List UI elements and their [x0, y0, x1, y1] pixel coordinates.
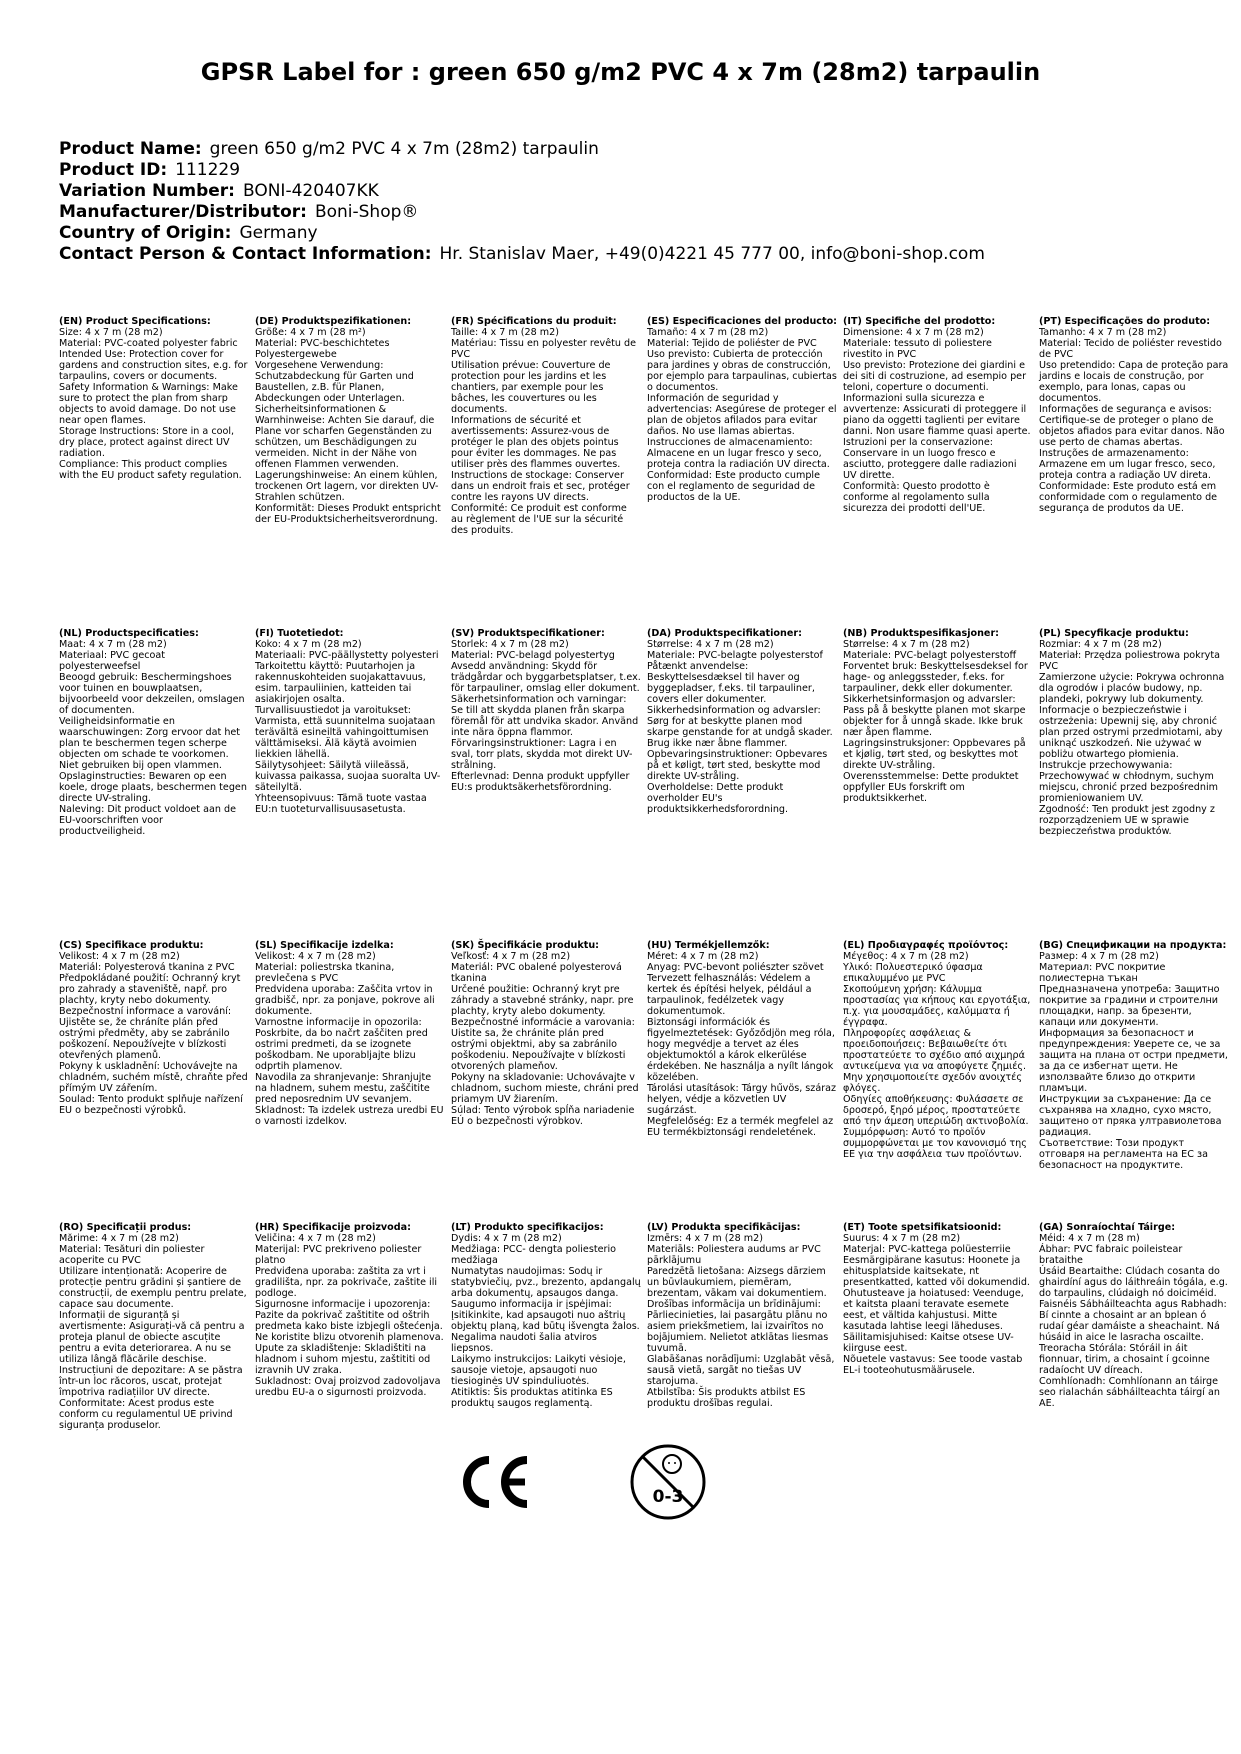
spec-line: Veľkosť: 4 x 7 m (28 m2) [451, 951, 571, 962]
spec-section-heading: (NL) Productspecificaties: [59, 628, 199, 639]
spec-line: Biztonsági információk és figyelmeztetések: Győződjön meg róla, hogy megvédje a tervet az éles objektumoktól a károk elkerülése érdekében. Ne használja a nyílt lángok közelében. [647, 1017, 835, 1083]
spec-line: Materiale: tessuto di poliestere rivestito in PVC [843, 338, 992, 360]
spec-line: Yhteensopivuus: Tämä tuote vastaa EU:n tuoteturvallisuusasetusta. [255, 793, 427, 815]
spec-section [647, 940, 837, 1138]
spec-line: Инструкции за съхранение: Да се съхранява на хладно, сухо място, защитено от пряка ултравиолетова радиация. [1039, 1094, 1222, 1138]
age-range-label: 0-3 [652, 1487, 684, 1507]
spec-section [255, 628, 445, 815]
spec-line: Upute za skladištenje: Skladištiti na hladnom i suhom mjestu, zaštititi od izravnih UV zraka. [255, 1343, 431, 1376]
spec-line: Tárolási utasítások: Tárgy hűvös, száraz helyen, védje a közvetlen UV sugárzást. [647, 1083, 837, 1116]
product-info [59, 139, 1199, 265]
spec-line: Размер: 4 x 7 m (28 m2) [1039, 951, 1159, 962]
spec-line: Material: PVC-coated polyester fabric [59, 338, 238, 349]
spec-line: Tamanho: 4 x 7 m (28 m2) [1039, 327, 1167, 338]
contact-row [59, 244, 1199, 265]
certification-marks [0, 1442, 1241, 1522]
spec-line: Conformité: Ce produit est conforme au règlement de l'UE sur la sécurité des produits. [451, 503, 627, 536]
spec-section-heading: (IT) Specifiche del prodotto: [843, 316, 996, 327]
spec-line: Μέγεθος: 4 x 7 m (28 m2) [843, 951, 969, 962]
spec-line: Paredzētā lietošana: Aizsegs dārziem un būvlaukumiem, piemēram, brezentam, vākam vai dokumentiem. [647, 1266, 827, 1299]
spec-line: Uso previsto: Cubierta de protección para jardines y obras de construcción, por ejemplo para tarpaulinas, cubiertas o documentos. [647, 349, 837, 393]
spec-line: Zamierzone użycie: Pokrywa ochronna dla ogrodów i placów budowy, np. plandeki, pokrywy lub dokumenty. [1039, 672, 1225, 705]
spec-line: Určené použitie: Ochranný kryt pre záhrady a stavebné stránky, napr. pre plachty, kryty alebo dokumenty. [451, 984, 634, 1017]
spec-section-heading: (PL) Specyfikacje produktu: [1039, 628, 1189, 639]
spec-line: Información de seguridad y advertencias: Asegúrese de proteger el plan de objetos afilados para evitar daños. No use llamas abiertas. [647, 393, 837, 437]
spec-section [843, 1222, 1033, 1376]
spec-line: Uso pretendido: Capa de proteção para jardins e locais de construção, por exemplo, para lonas, capas ou documentos. [1039, 360, 1229, 404]
spec-line: Material: PVC-belagd polyestertyg [451, 650, 615, 661]
info-label: Contact Person & Contact Information: [59, 244, 432, 264]
spec-line: Varnostne informacije in opozorila: Poskrbite, da bo načrt zaščiten pred ostrimi predmeti, da se izognete poškodbam. Ne uporabljajte blizu odprtih plamenov. [255, 1017, 428, 1072]
spec-line: Predviđena uporaba: zaštita za vrt i gradilišta, npr. za pokrivače, zaštite ili podloge. [255, 1266, 438, 1299]
spec-section-heading: (FI) Tuotetiedot: [255, 628, 344, 639]
spec-line: Intended Use: Protection cover for gardens and construction sites, e.g. for tarpaulins, covers or documents. [59, 349, 248, 382]
spec-line: Predvidena uporaba: Zaščita vrtov in gradbišč, npr. za ponjave, pokrove ali dokumente. [255, 984, 435, 1017]
spec-line: Πληροφορίες ασφάλειας & προειδοποιήσεις: Βεβαιωθείτε ότι προστατεύετε το σχέδιο από αιχμηρά αντικείμενα για να αποφύγετε ζημιές. Μην χρησιμοποιείτε σχεδόν ανοιχτές φλόγες. [843, 1028, 1027, 1094]
spec-line: Efterlevnad: Denna produkt uppfyller EU:s produktsäkerhetsförordning. [451, 771, 630, 793]
spec-line: Storlek: 4 x 7 m (28 m2) [451, 639, 569, 650]
spec-section [451, 1222, 641, 1409]
spec-line: Lagerungshinweise: An einem kühlen, trockenen Ort lagern, vor direkten UV-Strahlen schützen. [255, 470, 439, 503]
spec-section-heading: (HU) Termékjellemzők: [647, 940, 770, 951]
spec-section-heading: (LV) Produkta specifikācijas: [647, 1222, 801, 1233]
spec-line: Glabāšanas norādījumi: Uzglabāt vēsā, sausā vietā, sargāt no tiešas UV starojuma. [647, 1354, 835, 1387]
spec-line: Veličina: 4 x 7 m (28 m2) [255, 1233, 376, 1244]
spec-section [451, 940, 641, 1127]
spec-line: Lagringsinstruksjoner: Oppbevares på et kjølig, tørt sted, og beskyttes mot direkte UV-stråling. [843, 738, 1026, 771]
variation-number-row [59, 181, 1199, 202]
spec-section-heading: (ET) Toote spetsifikatsioonid: [843, 1222, 1002, 1233]
spec-line: Informacje o bezpieczeństwie i ostrzeżenia: Upewnij się, aby chronić plan przed ostrymi przedmiotami, aby uniknąć uszkodzeń. Nie używać w pobliżu otwartego płomienia. [1039, 705, 1223, 760]
spec-section [1039, 1222, 1229, 1409]
info-value: green 650 g/m2 PVC 4 x 7m (28m2) tarpaulin [209, 139, 599, 159]
spec-section-heading: (NB) Produktspesifikasjoner: [843, 628, 1000, 639]
spec-section-heading: (FR) Spécifications du produit: [451, 316, 617, 327]
spec-line: Forventet bruk: Beskyttelsesdeksel for hage- og anleggssteder, f.eks. for tarpauliner, dekk eller dokumenter. [843, 661, 1028, 694]
spec-line: Comhlíonadh: Comhlíonann an táirge seo rialachán sábháilteachta táirgí an AE. [1039, 1376, 1220, 1409]
spec-line: Materiál: PVC obalené polyesterová tkanina [451, 962, 622, 984]
spec-line: Tamaño: 4 x 7 m (28 m2) [647, 327, 769, 338]
spec-section-heading: (DE) Produktspezifikationen: [255, 316, 412, 327]
info-value: Hr. Stanislav Maer, +49(0)4221 45 777 00, info@boni-shop.com [439, 244, 985, 264]
spec-section-heading: (BG) Спецификации на продукта: [1039, 940, 1227, 951]
spec-line: Maat: 4 x 7 m (28 m2) [59, 639, 167, 650]
spec-line: Størrelse: 4 x 7 m (28 m2) [647, 639, 774, 650]
spec-section [1039, 316, 1229, 514]
product-name-row [59, 139, 1199, 160]
spec-line: Overensstemmelse: Dette produktet oppfyller EUs forskrift om produktsikkerhet. [843, 771, 1019, 804]
spec-line: Conformidad: Este producto cumple con el reglamento de seguridad de productos de la UE. [647, 470, 820, 503]
spec-line: Megfelelőség: Ez a termék megfelel az EU termékbiztonsági rendeletének. [647, 1116, 834, 1138]
spec-line: Material: PVC-beschichtetes Polyestergewebe [255, 338, 390, 360]
spec-section [255, 940, 445, 1127]
spec-line: Conformitate: Acest produs este conform cu regulamentul UE privind siguranța produselor. [59, 1398, 233, 1431]
spec-line: Storage Instructions: Store in a cool, dry place, protect against direct UV radiation. [59, 426, 235, 459]
spec-section [59, 628, 249, 837]
spec-line: Materiał: Przędza poliestrowa pokryta PVC [1039, 650, 1220, 672]
spec-line: Nõuetele vastavus: See toode vastab EL-i tooteohutusmäärusele. [843, 1354, 1023, 1376]
info-value: Germany [239, 223, 318, 243]
info-label: Product Name: [59, 139, 202, 159]
spec-section-heading: (LT) Produkto specifikacijos: [451, 1222, 604, 1233]
spec-line: Σκοπούμενη χρήση: Κάλυμμα προστασίας για κήπους και εργοτάξια, π.χ. για μουσαμάδες, καλύμματα ή έγγραφα. [843, 984, 1031, 1028]
spec-section [1039, 940, 1229, 1171]
spec-line: Opbevaringsinstruktioner: Opbevares på et køligt, tørt sted, beskytte mod direkte UV-stråling. [647, 749, 828, 782]
spec-line: Materiál: Polyesterová tkanina z PVC [59, 962, 235, 973]
spec-line: Säilytysohjeet: Säilytä viileässä, kuivassa paikassa, suojaa suoralta UV-säteilyltä. [255, 760, 441, 793]
spec-line: Eesmärgipärane kasutus: Hoonete ja ehitusplatside kaitsekate, nt presentkatted, katted või dokumendid. [843, 1255, 1030, 1288]
spec-line: Utilisation prévue: Couverture de protection pour les jardins et les chantiers, par exemple pour les bâches, les couvertures ou les documents. [451, 360, 611, 415]
spec-line: Tarkoitettu käyttö: Puutarhojen ja rakennuskohteiden suojakattavuus, esim. tarpauliinien, katteiden tai asiakirjojen osalta. [255, 661, 426, 705]
spec-line: Material: poliestrska tkanina, prevlečena s PVC [255, 962, 395, 984]
spec-line: Opslaginstructies: Bewaren op een koele, droge plaats, beschermen tegen directe UV-straling. [59, 771, 247, 804]
spec-line: Utilizare intenționată: Acoperire de protecție pentru grădini și șantiere de construcții, de exemplu pentru prelate, capace sau documente. [59, 1266, 247, 1310]
spec-section-heading: (ES) Especificaciones del producto: [647, 316, 838, 327]
spec-line: Υλικό: Πολυεστερικό ύφασμα επικαλυμμένο με PVC [843, 962, 983, 984]
spec-line: Velikost: 4 x 7 m (28 m2) [255, 951, 376, 962]
spec-line: Vorgesehene Verwendung: Schutzabdeckung für Garten und Baustellen, z.B. für Planen, Abdeckungen oder Unterlagen. [255, 360, 414, 404]
spec-section [451, 628, 641, 793]
spec-line: Saugumo informacija ir įspėjimai: Įsitikinkite, kad apsaugoti nuo aštrių objektų planą, kad būtų išvengta žalos. Negalima naudoti šalia atviros liepsnos. [451, 1299, 640, 1354]
spec-line: Ábhar: PVC fabraic poileistear brataithe [1039, 1244, 1183, 1266]
spec-line: Informazioni sulla sicurezza e avvertenze: Assicurati di proteggere il piano da oggetti taglienti per evitare danni. Non usare fiamme quasi aperte. [843, 393, 1031, 437]
spec-line: Pokyny na skladovanie: Uchovávajte v chladnom, suchom mieste, chráni pred priamym UV žiarením. [451, 1072, 639, 1105]
spec-section-heading: (CS) Specifikace produktu: [59, 940, 204, 951]
spec-line: Material: Tecido de poliéster revestido de PVC [1039, 338, 1222, 360]
spec-line: Påtænkt anvendelse: Beskyttelsesdæksel til haver og byggepladser, f.eks. til tarpauliner, covers eller dokumenter. [647, 661, 815, 705]
spec-section [255, 1222, 445, 1398]
spec-line: Konformität: Dieses Produkt entspricht der EU-Produktsicherheitsverordnung. [255, 503, 441, 525]
spec-line: Säilitamisjuhised: Kaitse otsese UV-kiirguse eest. [843, 1332, 1014, 1354]
spec-line: Instrucciones de almacenamiento: Almacene en un lugar fresco y seco, proteja contra la radiación UV directa. [647, 437, 830, 470]
spec-line: Instruções de armazenamento: Armazene em um lugar fresco, seco, proteja contra a radiação UV direta. [1039, 448, 1216, 481]
spec-line: Sikkerhedsinformation og advarsler: Sørg for at beskytte planen mod skarpe genstande for at undgå skader. Brug ikke nær åbne flammer. [647, 705, 833, 749]
spec-section [843, 628, 1033, 804]
spec-section-heading: (GA) Sonraíochtaí Táirge: [1039, 1222, 1176, 1233]
spec-line: Størrelse: 4 x 7 m (28 m2) [843, 639, 970, 650]
spec-line: Size: 4 x 7 m (28 m2) [59, 327, 163, 338]
spec-line: Предназначена употреба: Защитно покритие за градини и строителни площадки, напр. за брезенти, капаци или документи. [1039, 984, 1220, 1028]
info-label: Country of Origin: [59, 223, 232, 243]
spec-section-heading: (SV) Produktspecifikationer: [451, 628, 605, 639]
spec-line: Compliance: This product complies with the EU product safety regulation. [59, 459, 242, 481]
spec-line: Sukladnost: Ovaj proizvod zadovoljava uredbu EU-a o sigurnosti proizvoda. [255, 1376, 441, 1398]
info-label: Product ID: [59, 160, 168, 180]
spec-line: Úsáid Beartaithe: Clúdach cosanta do ghairdíní agus do láithreáin tógála, e.g. do tarpaulins, clúdaigh nó doiciméid. [1039, 1266, 1228, 1299]
spec-section [843, 940, 1033, 1160]
spec-line: Rozmiar: 4 x 7 m (28 m2) [1039, 639, 1162, 650]
spec-line: Materjal: PVC-kattega polüesterriie [843, 1244, 1011, 1255]
spec-line: Faisnéis Sábháilteachta agus Rabhadh: Bí cinnte a chosaint ar an bplean ó rudaí géar damáiste a sheachaint. Ná húsáid in aice le lasracha oscailte. [1039, 1299, 1227, 1343]
spec-line: Sikkerhetsinformasjon og advarsler: Pass på å beskytte planen mot skarpe objekter for å unngå skade. Ikke bruk nær åpen flamme. [843, 694, 1026, 738]
spec-line: Instrukcje przechowywania: Przechowywać w chłodnym, suchym miejscu, chronić przed bezpośrednim promieniowaniem UV. [1039, 760, 1218, 804]
spec-section-heading: (EN) Product Specifications: [59, 316, 211, 327]
spec-line: Atbilstība: Šis produkts atbilst ES produktu drošības regulai. [647, 1387, 806, 1409]
spec-section [255, 316, 445, 525]
spec-line: Treoracha Stórála: Stóráil in áit fionnuar, tirim, a chosaint í gcoinne radaíocht UV díreach. [1039, 1343, 1210, 1376]
spec-line: Größe: 4 x 7 m (28 m²) [255, 327, 366, 338]
spec-line: Méret: 4 x 7 m (28 m2) [647, 951, 759, 962]
spec-section-heading: (RO) Specificații produs: [59, 1222, 192, 1233]
spec-section-heading: (PT) Especificações do produto: [1039, 316, 1211, 327]
spec-line: Material: Tesături din poliester acoperite cu PVC [59, 1244, 205, 1266]
spec-line: Instrucțiuni de depozitare: A se păstra într-un loc răcoros, uscat, protejat împotriva radiațiilor UV directe. [59, 1365, 243, 1398]
spec-line: Informations de sécurité et avertissements: Assurez-vous de protéger le plan des objets pointus pour éviter les dommages. Ne pas utiliser près des flammes ouvertes. [451, 415, 621, 470]
spec-line: Istruzioni per la conservazione: Conservare in un luogo fresco e asciutto, proteggere dalle radiazioni UV dirette. [843, 437, 1017, 481]
spec-section [647, 1222, 837, 1409]
spec-line: Bezpečnostné informácie a varovania: Uistite sa, že chránite plán pred ostrými objektmi, aby sa zabránilo poškodeniu. Nepoužívajte v blízkosti otvorených plameňov. [451, 1017, 635, 1072]
spec-line: Taille: 4 x 7 m (28 m2) [451, 327, 559, 338]
spec-line: Material: Tejido de poliéster de PVC [647, 338, 817, 349]
spec-line: Izmērs: 4 x 7 m (28 m2) [647, 1233, 763, 1244]
spec-line: Conformidade: Este produto está em conformidade com o regulamento de segurança de produtos da UE. [1039, 481, 1218, 514]
spec-line: Atitiktis: Šis produktas atitinka ES produktų saugos reglamentą. [451, 1387, 613, 1409]
spec-section [59, 940, 249, 1116]
info-value: 111229 [175, 160, 241, 180]
spec-line: Informații de siguranță și avertismente: Asigurați-vă că pentru a proteja planul de obiecte ascuțite pentru a evita deteriorarea. A nu se utiliza lângă flăcările deschise. [59, 1310, 245, 1365]
spec-line: Materiale: PVC-belagt polyesterstoff [843, 650, 1017, 661]
spec-line: Materiāls: Poliestera audums ar PVC pārklājumu [647, 1244, 821, 1266]
spec-line: Předpokládané použití: Ochranný kryt pro zahrady a staveniště, např. pro plachty, kryty nebo dokumenty. [59, 973, 241, 1006]
page-title: GPSR Label for : green 650 g/m2 PVC 4 x 7m (28m2) tarpaulin [200, 58, 1041, 86]
spec-line: Materijal: PVC prekriveno poliester platno [255, 1244, 422, 1266]
spec-line: Συμμόρφωση: Αυτό το προϊόν συμμορφώνεται με τον κανονισμό της ΕΕ για την ασφάλεια των προϊόντων. [843, 1127, 1027, 1160]
spec-line: Ohutusteave ja hoiatused: Veenduge, et kaitsta plaani teravate esemete eest, et vältida kahjustusi. Mitte kasutada lahtise leegi läheduses. [843, 1288, 1024, 1332]
spec-line: Méid: 4 x 7 m (28 m) [1039, 1233, 1140, 1244]
spec-line: Информация за безопасност и предупреждения: Уверете се, че за защита на плана от остри предмети, за да се избегнат щети. Не използвайте близо до открити пламъци. [1039, 1028, 1228, 1094]
spec-section [1039, 628, 1229, 837]
spec-line: Dydis: 4 x 7 m (28 m2) [451, 1233, 562, 1244]
spec-line: Materiaali: PVC-päällystetty polyesteri [255, 650, 439, 661]
spec-line: Veiligheidsinformatie en waarschuwingen: Zorg ervoor dat het plan te beschermen tegen scherpe objecten om schade te voorkomen. Niet gebruiken bij open vlammen. [59, 716, 241, 771]
spec-line: Navodila za shranjevanje: Shranjujte na hladnem, suhem mestu, zaščitite pred neposrednim UV sevanjem. [255, 1072, 432, 1105]
spec-section-heading: (SL) Specifikacije izdelka: [255, 940, 394, 951]
spec-line: Förvaringsinstruktioner: Lagra i en sval, torr plats, skydda mot direkt UV-strålning. [451, 738, 633, 771]
info-label: Variation Number: [59, 181, 235, 201]
spec-section-heading: (DA) Produktspecifikationer: [647, 628, 802, 639]
manufacturer-row [59, 202, 1199, 223]
spec-line: Laikymo instrukcijos: Laikyti vėsioje, sausoje vietoje, apsaugoti nuo tiesioginės UV spinduliuotės. [451, 1354, 626, 1387]
spec-line: Velikost: 4 x 7 m (28 m2) [59, 951, 180, 962]
spec-line: Skladnost: Ta izdelek ustreza uredbi EU o varnosti izdelkov. [255, 1105, 444, 1127]
spec-line: Bezpečnostní informace a varování: Ujistěte se, že chráníte plán před ostrými předměty, aby se zabránilo poškození. Nepoužívejte v blízkosti otevřených plamenů. [59, 1006, 232, 1061]
spec-section [59, 1222, 249, 1431]
spec-line: Sicherheitsinformationen & Warnhinweise: Achten Sie darauf, die Plane vor scharfen Gegenständen zu schützen, um Beschädigungen zu vermeiden. Nicht in der Nähe von offenen Flammen verwenden. [255, 404, 435, 470]
spec-line: Instructions de stockage: Conserver dans un endroit frais et sec, protéger contre les rayons UV directs. [451, 470, 630, 503]
spec-line: Materiaal: PVC gecoat polyesterweefsel [59, 650, 166, 672]
product-id-row [59, 160, 1199, 181]
spec-line: Tervezett felhasználás: Védelem a kertek és építési helyek, például a tarpaulinok, fedélzetek vagy dokumentumok. [647, 973, 812, 1017]
spec-line: Pokyny k uskladnění: Uchovávejte na chladném, suchém místě, chraňte před přímým UV zářením. [59, 1061, 248, 1094]
spec-line: Overholdelse: Dette produkt overholder EU's produktsikkerhedsforordning. [647, 782, 789, 815]
spec-line: Informações de segurança e avisos: Certifique-se de proteger o plano de objetos afiados para evitar danos. Não use perto de chamas abertas. [1039, 404, 1225, 448]
spec-line: Säkerhetsinformation och varningar: Se till att skydda planen från skarpa föremål för att undvika skador. Använd inte nära öppna flammor. [451, 694, 639, 738]
no-children-0-3-icon [628, 1442, 708, 1522]
country-row [59, 223, 1199, 244]
spec-line: Suurus: 4 x 7 m (28 m2) [843, 1233, 961, 1244]
spec-line: Materiale: PVC-belagte polyesterstof [647, 650, 823, 661]
spec-line: Safety Information & Warnings: Make sure to protect the plan from sharp objects to avoid damage. Do not use near open flames. [59, 382, 238, 426]
spec-line: Съответствие: Този продукт отговаря на регламента на ЕС за безопасност на продуктите. [1039, 1138, 1208, 1171]
ce-mark-icon [455, 1452, 535, 1512]
spec-line: Soulad: Tento produkt splňuje nařízení EU o bezpečnosti výrobků. [59, 1094, 243, 1116]
spec-section [647, 316, 837, 503]
spec-line: Súlad: Tento výrobok spĺňa nariadenie EÚ o bezpečnosti výrobkov. [451, 1105, 635, 1127]
spec-section [59, 316, 249, 481]
info-label: Manufacturer/Distributor: [59, 202, 307, 222]
spec-line: Материал: PVC покритие полиестерна тъкан [1039, 962, 1166, 984]
spec-line: Anyag: PVC-bevont poliészter szövet [647, 962, 824, 973]
info-value: Boni-Shop® [314, 202, 419, 222]
spec-section [843, 316, 1033, 514]
spec-line: Matériau: Tissu en polyester revêtu de PVC [451, 338, 637, 360]
spec-section-heading: (SK) Špecifikácie produktu: [451, 940, 600, 951]
spec-line: Turvallisuustiedot ja varoitukset: Varmista, että suunnitelma suojataan terävältä esineiltä vahingoittumisen välttämiseksi. Älä käytä avoimien liekkien lähellä. [255, 705, 436, 760]
spec-line: Mărime: 4 x 7 m (28 m2) [59, 1233, 179, 1244]
spec-line: Beoogd gebruik: Beschermingshoes voor tuinen en bouwplaatsen, bijvoorbeeld voor dekzeilen, omslagen of documenten. [59, 672, 245, 716]
spec-line: Drošības informācija un brīdinājumi: Pārliecinieties, lai pasargātu plānu no asiem priekšmetiem, lai izvairītos no bojājumiem. Nelietot atklātas liesmas tuvumā. [647, 1299, 829, 1354]
spec-line: Numatytas naudojimas: Sodų ir statybviečių, pvz., brezento, apdangalų arba dokumentų, apsaugos danga. [451, 1266, 641, 1299]
info-value: BONI-420407KK [242, 181, 379, 201]
spec-section-heading: (HR) Specifikacije proizvoda: [255, 1222, 411, 1233]
spec-section [451, 316, 641, 536]
spec-line: Avsedd användning: Skydd för trädgårdar och byggarbetsplatser, t.ex. för tarpauliner, omslag eller dokument. [451, 661, 641, 694]
spec-section [647, 628, 837, 815]
spec-line: Dimensione: 4 x 7 m (28 m2) [843, 327, 984, 338]
spec-section-heading: (EL) Προδιαγραφές προϊόντος: [843, 940, 1009, 951]
spec-line: Naleving: Dit product voldoet aan de EU-voorschriften voor productveiligheid. [59, 804, 236, 837]
spec-line: Koko: 4 x 7 m (28 m2) [255, 639, 362, 650]
spec-line: Οδηγίες αποθήκευσης: Φυλάσσετε σε δροσερό, ξηρό μέρος, προστατεύετε από την άμεση υπεριώδη ακτινοβολία. [843, 1094, 1029, 1127]
spec-line: Zgodność: Ten produkt jest zgodny z rozporządzeniem UE w sprawie bezpieczeństwa produktów. [1039, 804, 1215, 837]
spec-line: Uso previsto: Protezione dei giardini e dei siti di costruzione, ad esempio per teloni, coperture o documenti. [843, 360, 1027, 393]
spec-line: Medžiaga: PCC- dengta poliesterio medžiaga [451, 1244, 616, 1266]
spec-line: Conformità: Questo prodotto è conforme al regolamento sulla sicurezza dei prodotti dell'UE. [843, 481, 990, 514]
spec-line: Sigurnosne informacije i upozorenja: Pazite da pokrivač zaštitite od oštrih predmeta kako biste izbjegli oštećenja. Ne koristite blizu otvorenih plamenova. [255, 1299, 444, 1343]
